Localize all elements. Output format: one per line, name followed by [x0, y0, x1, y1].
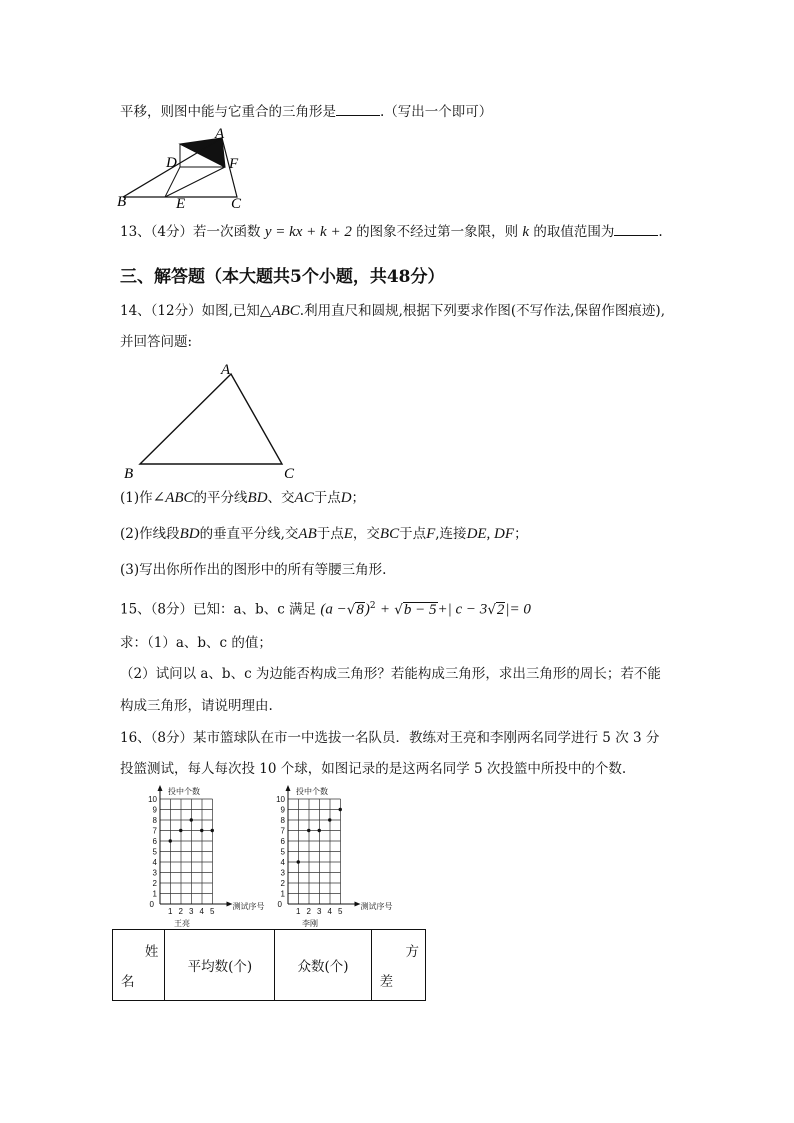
y-axis-label: 投中个数 — [296, 787, 328, 796]
q14-label-b: B — [124, 466, 134, 482]
chart-ligang-svg — [268, 780, 393, 928]
q14-p2-fp: F — [426, 526, 436, 542]
q14-part3: (3)写出你所作出的图形中的所有等腰三角形. — [120, 562, 387, 578]
q15-line1 — [120, 597, 531, 619]
q14-line1 — [120, 302, 665, 320]
y-axis-arrow — [286, 785, 291, 791]
chart-wangliang — [140, 780, 265, 928]
y-tick-label: 9 — [280, 805, 285, 815]
q14-p1-ac: AC — [294, 490, 314, 506]
y-tick-label: 5 — [280, 847, 285, 857]
y-tick-label: 3 — [280, 868, 285, 878]
q14-p2-d: ，交 — [352, 526, 380, 542]
q12-label-b: B — [117, 194, 127, 210]
header-name — [113, 930, 165, 1001]
chart-wangliang-svg — [140, 780, 265, 928]
q16-line1: 16、（8分）某市篮球队在市一中选拔一名队员．教练对王亮和李刚两名同学进行 5 次 3 分 — [120, 730, 660, 746]
q14-line1-prefix: 14、（12分）如图,已知 — [120, 303, 260, 319]
q15-r2: b − 5 — [403, 601, 437, 618]
q15-f5: |= 0 — [505, 601, 531, 618]
q14-p2-f: 于点 — [399, 526, 427, 542]
section-title: 三、解答题（本大题共5个小题，共48分） — [120, 267, 445, 287]
x-axis-label: 测试序号 — [360, 902, 393, 911]
x-tick-label: 4 — [327, 907, 332, 916]
y-tick-label: 10 — [276, 795, 285, 804]
y-tick-label: 8 — [280, 816, 285, 825]
q14-p1-angle: ∠ABC — [152, 490, 194, 506]
y-axis-label: 投中个数 — [168, 787, 200, 796]
q13-prefix: 13、（4分）若一次函数 — [120, 224, 261, 240]
q12-label-d: D — [166, 155, 177, 171]
q12-tail-line — [120, 103, 492, 121]
y-tick-label: 2 — [152, 879, 157, 888]
stats-table — [112, 929, 426, 1001]
data-point — [297, 860, 300, 863]
q14-p1-b: 的平分线 — [193, 490, 248, 506]
q14-label-a: A — [221, 362, 231, 378]
y-tick-label: 4 — [152, 858, 157, 867]
q15-f3: + — [379, 601, 390, 618]
y-tick-label: 6 — [152, 837, 157, 846]
q12-tail-end: .（写出一个即可） — [380, 104, 493, 120]
data-point — [200, 829, 203, 832]
q14-p2-bc: BC — [379, 526, 400, 542]
header-mean: 平均数(个) — [165, 930, 275, 1001]
header-mode: 众数(个) — [275, 930, 371, 1001]
y-tick-label: 3 — [152, 868, 157, 878]
origin-label: 0 — [277, 900, 282, 909]
data-point — [211, 829, 214, 832]
q15-f2: ) — [364, 601, 370, 618]
q14-p1-a: (1)作 — [120, 490, 153, 506]
q13-formula: y = kx + k + 2 — [264, 224, 352, 240]
q12-tail-text: 平移，则图中能与它重合的三角形是 — [120, 104, 336, 120]
chart-ligang — [268, 780, 393, 928]
q14-p1-d: 于点 — [313, 490, 341, 506]
data-point — [318, 829, 321, 832]
q14-p2-e: E — [343, 526, 353, 542]
q15-line2: 求：（1）a、b、c 的值； — [120, 635, 272, 651]
q13-line — [120, 223, 663, 241]
q14-p1-e: ； — [351, 490, 366, 506]
q15-sqrt3: √2 — [487, 601, 505, 618]
q14-p2-a: (2)作线段 — [120, 526, 180, 542]
q14-p1-bd: BD — [247, 490, 268, 506]
q13-end: . — [658, 224, 663, 240]
header-name-bottom: 名 — [121, 974, 135, 990]
x-tick-label: 5 — [210, 907, 215, 916]
q16-line2: 投篮测试，每人每次投 10 个球，如图记录的是这两名同学 5 次投篮中所投中的个数. — [120, 761, 627, 777]
q12-label-e: E — [176, 196, 186, 212]
x-axis-label: 测试序号 — [232, 902, 265, 911]
q14-line2: 并回答问题: — [120, 334, 193, 350]
y-tick-label: 10 — [148, 795, 157, 804]
q14-p1-dpt: D — [340, 490, 352, 506]
q14-p2-b: 的垂直平分线,交 — [199, 526, 299, 542]
table-row — [113, 930, 426, 1001]
q15-f4: +| c − 3 — [437, 601, 488, 618]
q14-part1 — [120, 489, 365, 507]
q14-p2-ab: AB — [298, 526, 317, 542]
data-point — [339, 808, 342, 811]
q13-answer-blank — [614, 223, 658, 236]
q14-part2 — [120, 525, 528, 543]
x-tick-label: 3 — [317, 907, 322, 916]
q14-p2-c: 于点 — [316, 526, 344, 542]
x-tick-label: 3 — [189, 907, 194, 916]
q14-p2-bd: BD — [179, 526, 200, 542]
q14-triangle: △ABC — [259, 303, 300, 319]
data-point — [179, 829, 182, 832]
y-tick-label: 4 — [280, 858, 285, 867]
origin-label: 0 — [149, 900, 154, 909]
data-point — [328, 818, 331, 821]
y-tick-label: 2 — [280, 879, 285, 888]
q15-r3: 2 — [496, 601, 505, 618]
x-tick-label: 2 — [178, 907, 183, 916]
q12-answer-blank — [336, 103, 380, 116]
header-name-top: 姓 — [144, 944, 159, 960]
q13-mid: 的图象不经过第一象限，则 — [356, 224, 519, 240]
q12-label-c: C — [231, 196, 242, 212]
header-variance-top: 方 — [405, 944, 419, 960]
q13-suffix: 的取值范围为 — [533, 224, 615, 240]
y-tick-label: 7 — [280, 826, 285, 836]
q12-label-f: F — [229, 156, 239, 172]
q15-line3: （2）试问以 a、b、c 为边能否构成三角形？若能构成三角形，求出三角形的周长；若不能 — [120, 666, 661, 682]
data-point — [307, 829, 310, 832]
x-tick-label: 2 — [306, 907, 311, 916]
chart-title: 王亮 — [174, 919, 190, 928]
q12-figure — [115, 128, 250, 210]
q14-p2-g: ,连接 — [435, 526, 467, 542]
data-point — [190, 818, 193, 821]
y-tick-label: 7 — [152, 826, 157, 836]
q15-sqrt1: √8 — [346, 601, 364, 618]
q14-p2-de: DE, DF — [466, 526, 515, 542]
q15-sqrt2: √b − 5 — [394, 601, 437, 618]
q15-line4: 构成三角形，请说明理由. — [120, 698, 273, 714]
q13-var: k — [522, 224, 530, 240]
y-tick-label: 9 — [152, 805, 157, 815]
q14-line1-suffix: .利用直尺和圆规,根据下列要求作图(不写作法,保留作图痕迹), — [299, 303, 665, 319]
header-variance — [371, 930, 425, 1001]
data-point — [169, 839, 172, 842]
header-variance-bottom: 差 — [379, 974, 394, 990]
q14-p1-c: 、交 — [267, 490, 295, 506]
q15-sup: 2 — [369, 601, 376, 611]
q14-figure — [118, 360, 318, 485]
y-tick-label: 5 — [152, 847, 157, 857]
y-tick-label: 1 — [152, 889, 157, 899]
x-tick-label: 5 — [338, 907, 343, 916]
y-axis-arrow — [158, 785, 163, 791]
x-tick-label: 1 — [168, 907, 173, 916]
y-tick-label: 6 — [280, 837, 285, 846]
chart-title: 李刚 — [302, 919, 318, 928]
x-tick-label: 1 — [296, 907, 301, 916]
y-tick-label: 1 — [280, 889, 285, 899]
x-tick-label: 4 — [199, 907, 204, 916]
y-tick-label: 8 — [152, 816, 157, 825]
q12-label-a: A — [215, 126, 225, 142]
q14-label-c: C — [284, 466, 295, 482]
q14-p2-h: ； — [514, 526, 528, 542]
q15-r1: 8 — [356, 601, 364, 618]
q15-f1: (a − — [320, 601, 347, 618]
q15-prefix: 15、（8分）已知：a、b、c 满足 — [120, 601, 317, 618]
